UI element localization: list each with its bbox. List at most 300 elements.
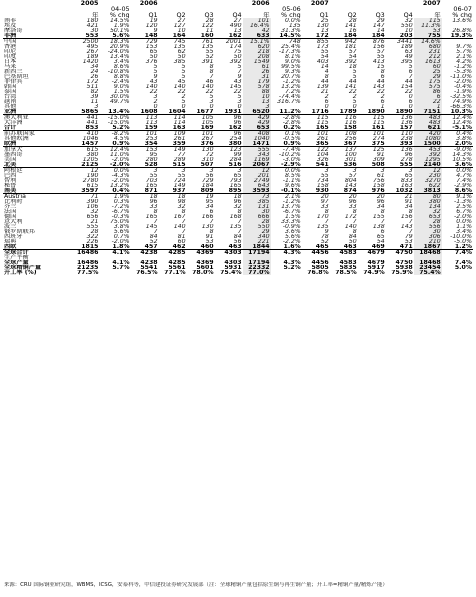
table-cell: 326 — [316, 157, 329, 162]
table-cell: -5.3% — [454, 69, 472, 74]
table-cell: 441 — [86, 120, 99, 125]
table-cell: 5.2% — [112, 125, 130, 131]
table-cell: 134 — [414, 204, 442, 209]
table-cell: 10.5% — [452, 157, 472, 162]
row-label: 开工率 (%) — [4, 270, 37, 275]
table-cell: 3 — [153, 94, 158, 99]
table-cell: 32 — [233, 204, 242, 209]
table-cell: -2.0% — [111, 157, 130, 162]
table-cell: 173 — [316, 44, 329, 49]
table-cell: 53 — [414, 28, 442, 33]
table-cell: 13.7% — [281, 204, 301, 209]
table-cell: 145 — [229, 84, 242, 89]
table-cell: 6 — [324, 99, 329, 104]
table-cell: 12.4% — [109, 146, 130, 152]
table-cell: 75 — [233, 49, 242, 54]
table-cell: 316.7% — [277, 99, 301, 104]
table-cell: 4583 — [339, 260, 357, 265]
row-label: 菲律宾 — [4, 79, 23, 84]
table-cell: 3813 — [414, 188, 442, 194]
table-cell: 149 — [173, 183, 186, 188]
table-cell: 55 — [320, 49, 329, 54]
table-cell: 2001 — [225, 38, 242, 44]
table-cell: -74.4% — [278, 94, 301, 99]
table-cell: 221 — [243, 239, 271, 244]
table-cell: 620 — [243, 44, 271, 49]
header-cell: Q1 — [319, 12, 329, 18]
table-cell: 306 — [414, 234, 442, 239]
table-cell: 9 — [237, 74, 242, 79]
table-cell: 1.5% — [284, 214, 301, 219]
table-cell: 95 — [205, 199, 214, 204]
table-cell: 56 — [205, 173, 214, 178]
table-cell: 4679 — [367, 249, 385, 255]
header-cell: Q4 — [232, 12, 242, 18]
table-cell: 1046 — [82, 136, 99, 141]
row-label: 印尼 — [4, 49, 17, 54]
table-cell: 105 — [201, 120, 214, 125]
row-label: 亚洲 — [4, 109, 17, 115]
table-cell: 158 — [343, 125, 357, 131]
table-cell: 4303 — [224, 249, 242, 255]
table-cell: 4.3% — [283, 260, 301, 265]
table-cell: 380 — [228, 141, 242, 147]
header-cell: 2006 — [139, 0, 158, 6]
table-cell: 74.9% — [452, 99, 472, 104]
table-cell: 536 — [343, 162, 357, 168]
row-label: 北美 — [4, 162, 17, 168]
table-cell: 301 — [344, 157, 357, 162]
table-cell: 28 — [243, 219, 271, 224]
row-label: 瑞典 — [4, 239, 17, 244]
table-cell: 8 — [380, 69, 385, 74]
table-cell: 4456 — [311, 249, 329, 255]
table-cell: 33 — [348, 204, 357, 209]
table-cell: -11.0% — [450, 74, 472, 79]
table-cell: 2125 — [81, 162, 99, 168]
table-cell: 139 — [316, 84, 329, 89]
table-cell: 115 — [414, 18, 442, 23]
table-cell: 354 — [144, 141, 158, 147]
table-cell: 1549 — [243, 59, 271, 64]
table-cell: 190 — [86, 173, 99, 178]
table-cell: 135 — [288, 23, 301, 28]
table-cell: 392 — [229, 59, 242, 64]
table-cell: 1040 — [243, 136, 271, 141]
table-cell: -2.0% — [109, 162, 130, 168]
table-cell: 12 — [90, 167, 99, 173]
table-cell: 95 — [149, 152, 158, 157]
table-cell: 49.7% — [109, 99, 130, 104]
table-cell: 30 — [90, 28, 99, 33]
table-cell: -2.4% — [111, 79, 130, 84]
table-cell: 1032 — [395, 188, 413, 194]
table-cell: 380 — [414, 199, 442, 204]
table-cell: 115 — [316, 114, 329, 120]
table-cell: 0 — [181, 104, 186, 109]
table-cell: 141 — [344, 23, 357, 28]
table-cell: -2.0% — [111, 239, 130, 244]
row-label: 阿根廷 — [4, 167, 23, 173]
table-cell: 13 — [243, 99, 271, 104]
table-cell: 4456 — [311, 260, 329, 265]
table-cell: 7 — [153, 229, 158, 234]
table-cell: 9.0% — [113, 84, 130, 89]
table-cell: 3 — [352, 167, 357, 173]
table-cell: 19 — [205, 193, 214, 199]
header-cell: Q2 — [347, 12, 357, 18]
table-cell: 6 — [380, 74, 385, 79]
table-cell: -1.1% — [282, 178, 301, 183]
table-cell: -4.3% — [111, 173, 130, 178]
table-cell: 50 — [348, 239, 357, 244]
table-cell: -10.2% — [278, 152, 301, 157]
row-label: 智利 — [4, 178, 17, 183]
table-cell: 9 — [324, 229, 329, 234]
row-label: 巴西 — [4, 173, 17, 178]
table-cell: 5.6% — [113, 229, 130, 234]
table-cell: 9 — [153, 28, 158, 33]
table-cell: 18 — [177, 193, 186, 199]
table-cell: 6 — [380, 99, 385, 104]
table-cell: 5.6% — [284, 234, 301, 239]
table-cell: 55 — [376, 54, 385, 59]
table-cell: 1169 — [243, 157, 271, 162]
table-cell: 22 — [149, 89, 158, 94]
table-cell: 113 — [145, 114, 158, 120]
table-cell: 621 — [414, 125, 442, 131]
table-cell: 115 — [372, 114, 385, 120]
table-cell: 1867 — [414, 244, 442, 250]
table-cell: 22 — [205, 89, 214, 94]
table-cell: 189 — [86, 54, 99, 59]
table-cell: 469 — [371, 244, 385, 250]
table-cell: 54 — [376, 239, 385, 244]
table-cell: 0 — [209, 104, 214, 109]
table-cell: 1.9% — [113, 193, 130, 199]
table-cell: 2500 — [82, 38, 99, 44]
table-cell: 1890 — [367, 109, 385, 115]
row-label: 马来 — [4, 64, 17, 69]
table-cell: 3.8% — [456, 136, 472, 141]
table-cell: 3 — [408, 167, 413, 173]
header-cell: Q2 — [176, 12, 186, 18]
table-cell: 4750 — [395, 260, 413, 265]
table-cell: 96 — [233, 130, 242, 136]
table-cell: 96 — [376, 199, 385, 204]
table-cell: 91 — [376, 152, 385, 157]
table-cell: 55 — [177, 173, 186, 178]
table-cell: 976 — [371, 188, 385, 194]
table-cell: 8 — [352, 209, 357, 214]
table-cell: 876 — [372, 38, 385, 44]
table-cell: 20 — [320, 193, 329, 199]
row-label: 法国 — [4, 209, 17, 214]
table-cell: 28 — [90, 229, 99, 234]
table-cell: 0 — [352, 104, 357, 109]
table-cell: 483 — [414, 120, 442, 125]
table-cell: 495 — [86, 44, 99, 49]
table-cell: 1789 — [339, 109, 357, 115]
table-cell: 114 — [173, 120, 186, 125]
table-cell: 22 — [233, 89, 242, 94]
table-cell: 5601 — [196, 265, 214, 270]
table-cell: 22332 — [243, 265, 271, 270]
table-cell: 8 — [237, 209, 242, 214]
table-cell: 0.7% — [113, 234, 130, 239]
row-label: 生产平衡 — [4, 255, 29, 260]
table-cell: 20 — [348, 193, 357, 199]
table-cell: 156 — [400, 214, 413, 219]
table-cell: 0.0% — [456, 219, 472, 224]
table-cell: 393 — [399, 141, 413, 147]
table-cell: 77.0% — [243, 270, 271, 275]
table-cell: 138 — [372, 224, 385, 229]
table-cell: 1205 — [82, 157, 99, 162]
grand-total-row — [3, 270, 473, 275]
table-cell: 4.2% — [456, 59, 472, 64]
table-cell: 25 — [414, 69, 442, 74]
table-cell: 44 — [404, 79, 413, 84]
row-label: 巴基斯坦 — [4, 74, 29, 79]
table-cell: 254 — [229, 136, 242, 141]
table-cell: 169 — [200, 125, 214, 131]
table-cell: 553 — [85, 33, 99, 39]
table-cell: 5.6% — [112, 33, 130, 39]
table-cell: 101 — [201, 130, 214, 136]
table-cell: 172 — [315, 33, 329, 39]
table-cell: 77.1% — [164, 270, 186, 275]
table-cell: 181 — [344, 44, 357, 49]
table-cell: 5835 — [339, 265, 357, 270]
table-cell: 441 — [86, 114, 99, 120]
table-cell: 5 — [408, 64, 413, 69]
table-cell: 18.3% — [109, 38, 130, 44]
table-cell: 289 — [173, 157, 186, 162]
table-cell: 429 — [243, 120, 271, 125]
table-cell: 5.2% — [283, 265, 301, 270]
table-cell: 75.4% — [414, 270, 442, 275]
row-label: 比利时 — [4, 199, 23, 204]
table-cell: 73 — [243, 194, 271, 200]
table-cell: 31 — [243, 74, 271, 79]
table-cell: 88 — [243, 89, 271, 94]
table-cell: 7.4% — [456, 178, 472, 183]
table-cell: 230 — [414, 173, 442, 178]
table-cell: 57 — [348, 173, 357, 178]
table-cell: 21 — [320, 89, 329, 94]
table-cell: 4.3% — [283, 249, 301, 255]
table-cell: 96 — [233, 120, 242, 125]
table-cell: 633 — [243, 33, 271, 39]
table-cell: 490 — [229, 23, 242, 28]
table-cell: 184 — [343, 33, 357, 39]
table-cell: 23454 — [414, 265, 442, 270]
table-cell: 175 — [414, 79, 442, 84]
table-cell: 141 — [344, 84, 357, 89]
table-cell: 0.2% — [283, 125, 301, 131]
table-cell: 3 — [380, 167, 385, 173]
table-cell: 53 — [205, 239, 214, 244]
row-label: 香港 — [4, 44, 17, 49]
table-cell: 429 — [243, 115, 271, 121]
row-label: 西欧 — [4, 244, 17, 250]
table-cell: 53 — [404, 239, 413, 244]
table-cell: 91 — [205, 234, 214, 239]
table-cell: 0.0% — [113, 167, 130, 173]
table-cell: 1815 — [81, 244, 99, 250]
table-cell: 2140 — [414, 162, 442, 168]
table-cell: 3 — [237, 167, 242, 173]
table-cell: 52 — [320, 239, 329, 244]
table-cell: 80 — [414, 194, 442, 200]
table-cell: 14.3% — [452, 152, 472, 157]
table-cell: 56 — [233, 239, 242, 244]
table-cell: -2.0% — [111, 178, 130, 183]
table-cell: 86 — [414, 89, 442, 94]
table-cell: 10 — [177, 28, 186, 33]
table-cell: 135 — [201, 44, 214, 49]
table-cell: 14 — [376, 28, 385, 33]
table-cell: 7 — [408, 74, 413, 79]
table-cell: -2.2% — [282, 239, 301, 244]
table-cell: 9.6% — [284, 183, 301, 188]
table-cell: 13 — [320, 28, 329, 33]
row-label: 加拿大 — [4, 146, 23, 152]
table-cell: 16 — [348, 28, 357, 33]
table-cell: 0.4% — [112, 188, 130, 194]
row-label: 西班牙 — [4, 234, 23, 239]
table-cell: 7 — [380, 219, 385, 224]
table-cell: 172 — [344, 214, 357, 219]
table-cell: 91 — [404, 199, 413, 204]
table-cell: 10.3% — [450, 109, 472, 115]
table-cell: 26 — [243, 69, 271, 74]
table-cell: 1677 — [196, 109, 214, 115]
table-cell: -2.0% — [454, 214, 472, 219]
table-cell: 104 — [316, 152, 329, 157]
table-cell: 231 — [414, 49, 442, 54]
table-cell: 84 — [348, 234, 357, 239]
table-cell: 208 — [243, 54, 271, 59]
table-cell: 57 — [376, 49, 385, 54]
table-cell: 4.7% — [456, 173, 472, 178]
table-cell: 81 — [177, 234, 186, 239]
table-cell: 1.9% — [113, 23, 130, 28]
table-cell: 8 — [209, 229, 214, 234]
table-cell: 84 — [233, 234, 242, 239]
table-cell: 31.3% — [281, 28, 301, 33]
table-cell: 421 — [86, 23, 99, 28]
table-cell: 135 — [173, 44, 186, 49]
table-cell: 145 — [145, 224, 158, 229]
table-cell: -1.2% — [454, 64, 472, 69]
table-cell: 309 — [372, 157, 385, 162]
table-cell: 6 — [408, 99, 413, 104]
table-cell: 60 — [414, 64, 442, 69]
table-cell: 392 — [344, 59, 357, 64]
table-cell: 5 — [153, 64, 158, 69]
table-cell: 729 — [201, 178, 214, 183]
table-cell: 2067 — [243, 162, 271, 168]
table-cell: 20.9% — [109, 44, 130, 49]
table-cell: 483 — [414, 115, 442, 121]
table-cell: 109 — [173, 130, 186, 136]
table-cell: 0.9% — [112, 141, 130, 147]
table-cell: 46 — [205, 79, 214, 84]
table-cell: 96 — [404, 152, 413, 157]
table-cell: 136 — [400, 120, 413, 125]
table-cell: 143 — [344, 183, 357, 188]
table-cell: 22 — [348, 89, 357, 94]
row-label: 墨西哥 — [4, 152, 23, 157]
table-cell: 44 — [376, 79, 385, 84]
table-cell: 2.0% — [454, 141, 472, 147]
table-cell: 680 — [414, 44, 442, 49]
table-cell: 2 — [352, 94, 357, 99]
table-cell: 515 — [172, 162, 186, 168]
table-cell: 5 — [352, 74, 357, 79]
table-cell: 471 — [399, 244, 413, 250]
table-cell: 7.4% — [454, 249, 472, 255]
table-cell: 284 — [229, 157, 242, 162]
table-cell: 550 — [400, 23, 413, 28]
table-cell: -1.3% — [454, 199, 472, 204]
table-cell: 160 — [200, 33, 214, 39]
table-cell: 165 — [315, 125, 329, 131]
table-cell: 793 — [229, 178, 242, 183]
table-cell: 149 — [173, 146, 186, 152]
table-cell: 131 — [243, 204, 271, 209]
table-cell: 130 — [316, 23, 329, 28]
header-cell: Q1 — [148, 12, 158, 18]
table-cell: 116 — [344, 114, 357, 120]
table-cell: 96 — [233, 114, 242, 120]
table-cell: -0.3% — [111, 214, 130, 219]
table-cell: 516 — [228, 162, 242, 168]
table-cell: 184 — [201, 183, 214, 188]
table-cell: 238 — [400, 136, 413, 141]
table-cell: 3270 — [414, 178, 442, 183]
table-cell: 21235 — [76, 265, 99, 270]
table-cell: 833 — [400, 178, 413, 183]
table-cell: 34 — [376, 204, 385, 209]
table-cell: 159 — [144, 125, 158, 131]
table-cell: 54 — [320, 54, 329, 59]
table-cell: 555 — [399, 162, 413, 168]
table-cell: 20 — [376, 193, 385, 199]
table-cell: 55 — [205, 49, 214, 54]
table-cell: 804 — [344, 178, 357, 183]
table-cell: 33 — [149, 204, 158, 209]
table-cell: 615 — [86, 183, 99, 188]
header-cell: 2007 — [422, 0, 441, 6]
table-cell: 143 — [400, 224, 413, 229]
table-cell: 7 — [209, 74, 214, 79]
table-cell: -7.2% — [111, 204, 130, 209]
table-cell: 4.1% — [112, 249, 130, 255]
row-label: 俄罗斯联邦 — [4, 229, 35, 234]
table-cell: 101 — [243, 18, 271, 23]
table-cell: 22 — [414, 99, 442, 104]
table-cell: 280 — [145, 157, 158, 162]
table-cell: 116 — [344, 120, 357, 125]
table-cell: 65 — [376, 234, 385, 239]
table-cell: 14 — [320, 64, 329, 69]
table-cell: 1457 — [81, 141, 99, 147]
table-cell: 140 — [145, 84, 158, 89]
row-label: 美国 — [4, 157, 17, 162]
